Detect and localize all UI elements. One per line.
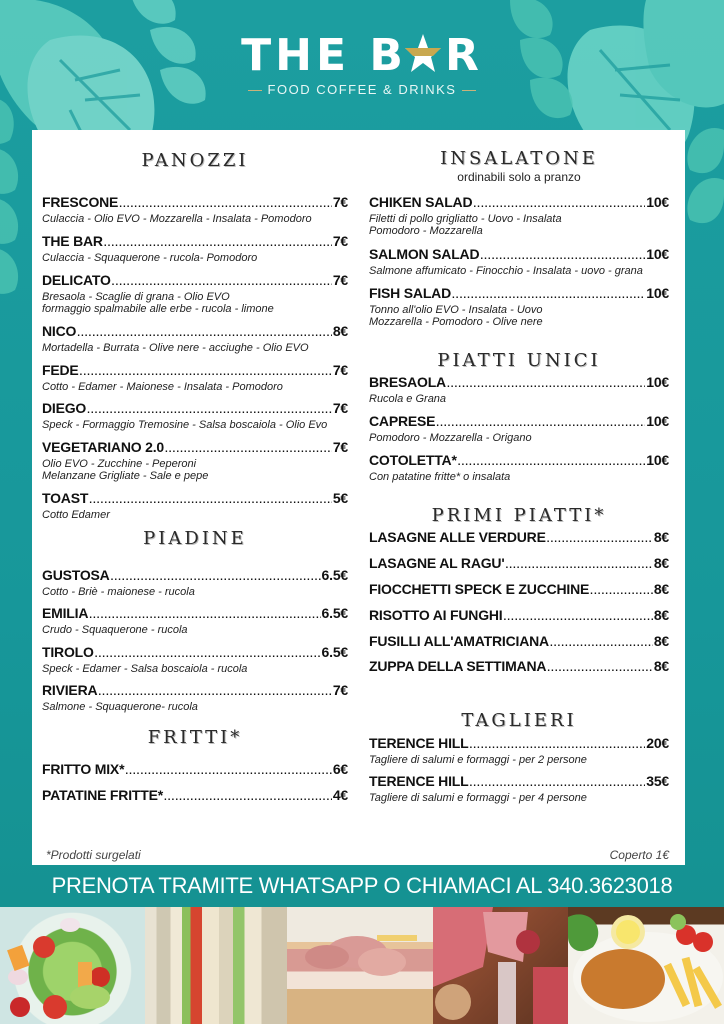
header <box>0 0 724 130</box>
item-name: LASAGNE AL RAGU' <box>369 555 505 571</box>
menu-item <box>369 658 669 677</box>
item-price: 6€ <box>332 761 348 777</box>
item-name: CHIKEN SALAD <box>369 194 473 210</box>
item-name: DIEGO <box>42 400 87 416</box>
item-description: Pomodoro - Mozzarella <box>369 225 483 237</box>
leader-dots <box>436 416 645 432</box>
menu-item <box>369 773 669 804</box>
section-subtitle: ordinabili solo a pranzo <box>457 170 581 184</box>
item-name: PATATINE FRITTE* <box>42 787 163 803</box>
item-description: Cotto - Edamer - Maionese - Insalata - Pomodoro <box>42 381 283 393</box>
item-name: TERENCE HILL <box>369 735 469 751</box>
item-name: NICO <box>42 323 77 339</box>
menu-item <box>369 194 669 237</box>
item-name: FEDE <box>42 362 79 378</box>
leader-dots <box>164 790 332 806</box>
leader-dots <box>547 661 653 677</box>
item-description: Olio EVO - Zucchine - Peperoni <box>42 458 197 470</box>
item-description: Melanzane Grigliate - Sale e pepe <box>42 470 209 482</box>
menu-item <box>42 323 348 354</box>
item-price: 5€ <box>332 490 348 506</box>
leader-dots <box>98 685 331 701</box>
item-price: 7€ <box>332 194 348 210</box>
leader-dots <box>547 532 653 548</box>
leader-dots <box>89 608 320 624</box>
leader-dots <box>470 776 646 792</box>
menu-item <box>369 246 669 277</box>
star-a-icon <box>407 30 445 82</box>
menu-item <box>369 581 669 600</box>
section-title-panozzi: PANOZZI <box>141 150 249 171</box>
item-price: 8€ <box>653 529 669 545</box>
item-price: 6.5€ <box>321 644 348 660</box>
item-price: 7€ <box>332 272 348 288</box>
leader-dots <box>119 197 332 213</box>
menu-item <box>369 374 669 405</box>
menu-item <box>42 761 348 780</box>
cutlet-fries-photo <box>568 907 724 1024</box>
item-name: ZUPPA DELLA SETTIMANA <box>369 658 547 674</box>
item-name: FIOCCHETTI SPECK E ZUCCHINE <box>369 581 590 597</box>
salad-photo <box>0 907 145 1024</box>
leader-dots <box>125 764 331 780</box>
section-title-piadine: PIADINE <box>143 528 247 549</box>
cured-meats-photo <box>433 907 568 1024</box>
item-name: THE BAR <box>42 233 103 249</box>
item-description: Salmone - Squaquerone- rucola <box>42 701 198 713</box>
item-name: BRESAOLA <box>369 374 446 390</box>
item-price: 8€ <box>653 633 669 649</box>
leader-dots <box>458 455 646 471</box>
section-title-primi-piatti: PRIMI PIATTI* <box>431 505 607 526</box>
menu-item <box>42 362 348 393</box>
menu-item <box>42 567 348 598</box>
leader-dots <box>87 403 332 419</box>
menu-item <box>369 607 669 626</box>
section-title-fritti: FRITTI* <box>147 727 243 748</box>
reservation-call-to-action: PRENOTA TRAMITE WHATSAPP O CHIAMACI AL 340.3623018 <box>51 873 673 898</box>
item-description: Con patatine fritte* o insalata <box>369 471 511 483</box>
item-name: TOAST <box>42 490 89 506</box>
item-price: 6.5€ <box>321 605 348 621</box>
leader-dots <box>504 610 653 626</box>
leader-dots <box>95 647 321 663</box>
menu-item <box>369 452 669 483</box>
item-price: 10€ <box>646 285 669 301</box>
item-name: GUSTOSA <box>42 567 110 583</box>
item-name: VEGETARIANO 2.0 <box>42 439 164 455</box>
item-description: Filetti di pollo grigliatto - Uovo - Insalata <box>369 213 562 225</box>
item-name: FRESCONE <box>42 194 119 210</box>
menu-item <box>369 735 669 766</box>
menu-item <box>369 633 669 652</box>
item-description: Bresaola - Scaglie di grana - Olio EVO <box>42 291 230 303</box>
item-price: 6.5€ <box>321 567 348 583</box>
leader-dots <box>112 275 332 291</box>
footnote-cover-charge: Coperto 1€ <box>609 848 669 862</box>
menu-item <box>42 194 348 225</box>
item-name: RISOTTO AI FUNGHI <box>369 607 503 623</box>
menu-item <box>42 605 348 636</box>
menu-item <box>42 272 348 315</box>
item-price: 10€ <box>646 413 669 429</box>
tagline <box>0 82 724 97</box>
menu-item <box>42 787 348 806</box>
item-description: formaggio spalmabile alle erbe - rucola - limone <box>42 303 274 315</box>
leader-dots <box>80 365 332 381</box>
item-name: SALMON SALAD <box>369 246 480 262</box>
brand-text-left: THE B <box>241 30 407 81</box>
item-description: Rucola e Grana <box>369 393 447 405</box>
item-name: RIVIERA <box>42 682 98 698</box>
item-price: 10€ <box>646 452 669 468</box>
leader-dots <box>550 636 653 652</box>
item-price: 8€ <box>653 555 669 571</box>
section-title-piatti-unici: PIATTI UNICI <box>437 350 601 371</box>
leader-dots <box>452 288 645 304</box>
sandwich-photo <box>145 907 287 1024</box>
menu-item <box>42 439 348 482</box>
menu-item <box>42 400 348 431</box>
leader-dots <box>104 236 332 252</box>
item-price: 7€ <box>332 362 348 378</box>
leader-dots <box>590 584 653 600</box>
item-description: Tagliere di salumi e formaggi - per 4 persone <box>369 792 587 804</box>
item-price: 10€ <box>646 246 669 262</box>
divider <box>248 90 262 91</box>
item-description: Cotto - Briè - maionese - rucola <box>42 586 195 598</box>
menu-item <box>369 555 669 574</box>
item-price: 10€ <box>646 374 669 390</box>
leader-dots <box>470 738 646 754</box>
leader-dots <box>480 249 645 265</box>
leader-dots <box>111 570 321 586</box>
leader-dots <box>447 377 645 393</box>
section-title-insalatone: INSALATONE <box>440 148 598 169</box>
item-name: TIROLO <box>42 644 94 660</box>
item-description: Culaccia - Olio EVO - Mozzarella - Insalata - Pomodoro <box>42 213 312 225</box>
item-price: 35€ <box>646 773 669 789</box>
item-name: FISH SALAD <box>369 285 452 301</box>
item-price: 8€ <box>653 658 669 674</box>
item-price: 10€ <box>646 194 669 210</box>
item-name: LASAGNE ALLE VERDURE <box>369 529 546 545</box>
item-price: 7€ <box>332 400 348 416</box>
item-description: Speck - Edamer - Salsa boscaiola - rucola <box>42 663 248 675</box>
item-description: Cotto Edamer <box>42 509 110 521</box>
brand-text-right: R <box>444 30 483 81</box>
divider <box>462 90 476 91</box>
item-name: EMILIA <box>42 605 89 621</box>
item-description: Pomodoro - Mozzarella - Origano <box>369 432 532 444</box>
item-name: FUSILLI ALL'AMATRICIANA <box>369 633 549 649</box>
item-price: 7€ <box>332 682 348 698</box>
item-description: Speck - Formaggio Tremosine - Salsa boscaiola - Olio Evo <box>42 419 328 431</box>
item-description: Tagliere di salumi e formaggi - per 2 persone <box>369 754 587 766</box>
item-price: 8€ <box>653 581 669 597</box>
item-description: Mozzarella - Pomodoro - Olive nere <box>369 316 543 328</box>
menu-item <box>42 682 348 713</box>
leader-dots <box>165 442 332 458</box>
tagline-text: FOOD COFFEE & DRINKS <box>267 82 457 97</box>
item-description: Culaccia - Squaquerone - rucola- Pomodoro <box>42 252 258 264</box>
menu-item <box>42 644 348 675</box>
item-price: 20€ <box>646 735 669 751</box>
menu-item <box>369 285 669 328</box>
item-name: FRITTO MIX* <box>42 761 125 777</box>
item-name: COTOLETTA* <box>369 452 457 468</box>
leader-dots <box>473 197 645 213</box>
footnote-frozen: *Prodotti surgelati <box>46 848 141 862</box>
item-price: 7€ <box>332 233 348 249</box>
item-price: 8€ <box>653 607 669 623</box>
menu-item <box>369 529 669 548</box>
leader-dots <box>77 326 332 342</box>
menu-panel <box>32 130 685 865</box>
item-description: Tonno all'olio EVO - Insalata - Uovo <box>369 304 543 316</box>
item-price: 7€ <box>332 439 348 455</box>
item-name: CAPRESE <box>369 413 436 429</box>
menu-item <box>42 233 348 264</box>
brand-logo <box>0 30 724 82</box>
panino-ham-photo <box>287 907 433 1024</box>
leader-dots <box>89 493 332 509</box>
item-description: Crudo - Squaquerone - rucola <box>42 624 188 636</box>
item-name: DELICATO <box>42 272 111 288</box>
item-price: 4€ <box>332 787 348 803</box>
menu-item <box>369 413 669 444</box>
item-description: Salmone affumicato - Finocchio - Insalata - uovo - grana <box>369 265 643 277</box>
food-photo-strip <box>0 907 724 1024</box>
section-title-taglieri: TAGLIERI <box>461 710 577 731</box>
item-description: Mortadella - Burrata - Olive nere - acciughe - Olio EVO <box>42 342 309 354</box>
item-name: TERENCE HILL <box>369 773 469 789</box>
leader-dots <box>505 558 652 574</box>
menu-item <box>42 490 348 521</box>
item-price: 8€ <box>332 323 348 339</box>
